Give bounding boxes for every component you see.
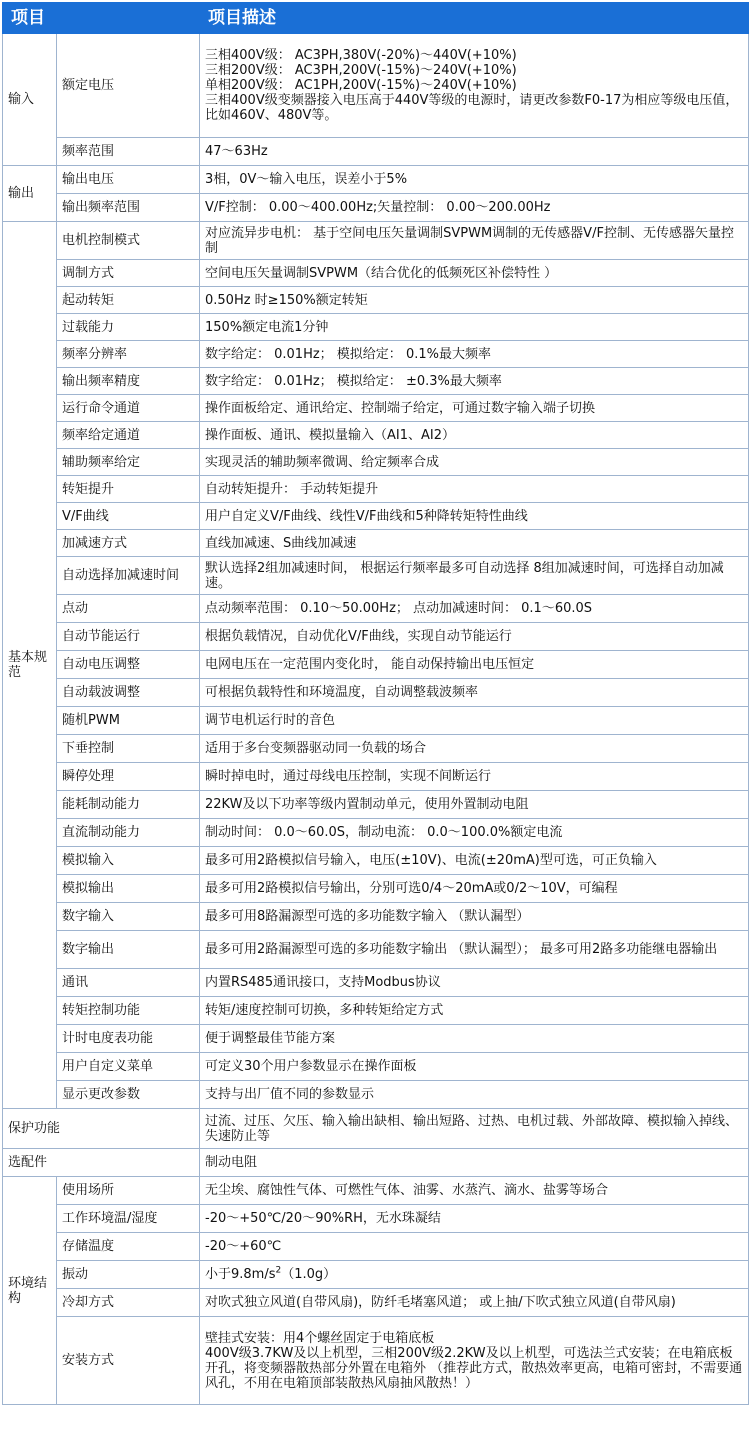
table-row [3, 707, 749, 735]
table-row [3, 903, 749, 931]
item-name: 数字输入 [57, 903, 200, 931]
item-name: 自动节能运行 [57, 623, 200, 651]
table-row [3, 623, 749, 651]
mounting-line-1: 壁挂式安装：用4个螺丝固定于电箱底板 [205, 1330, 435, 1346]
table-row [3, 530, 749, 557]
item-desc: 数字给定： 0.01Hz； 模拟给定： 0.1%最大频率 [200, 341, 749, 368]
item-name: 自动载波调整 [57, 679, 200, 707]
table-row [3, 503, 749, 530]
item-name: 加减速方式 [57, 530, 200, 557]
table-row [3, 819, 749, 847]
desc-output-freq-range: V/F控制： 0.00～400.00Hz;矢量控制： 0.00～200.00Hz [200, 194, 749, 222]
table-row [3, 791, 749, 819]
item-name: 辅助频率给定 [57, 449, 200, 476]
table-row [3, 395, 749, 422]
table-row [3, 651, 749, 679]
item-name: 瞬停处理 [57, 763, 200, 791]
item-desc: 自动转矩提升： 手动转矩提升 [200, 476, 749, 503]
item-desc: 最多可用2路模拟信号输出，分别可选0/4～20mA或0/2～10V，可编程 [200, 875, 749, 903]
desc-rated-voltage [200, 34, 749, 138]
item-desc: 可根据负载特性和环境温度，自动调整载波频率 [200, 679, 749, 707]
item-desc: 对应流异步电机： 基于空间电压矢量调制SVPWM调制的无传感器V/F控制、无传感器矢量控制 [200, 222, 749, 260]
table-row [3, 222, 749, 260]
item-desc: 适用于多台变频器驱动同一负载的场合 [200, 735, 749, 763]
item-name: 点动 [57, 595, 200, 623]
item-desc: 默认选择2组加减速时间， 根据运行频率最多可自动选择 8组加减速时间，可选择自动加减速。 [200, 557, 749, 595]
item-name: 转矩提升 [57, 476, 200, 503]
desc-storage: -20～+60℃ [200, 1233, 749, 1261]
table-row [3, 1025, 749, 1053]
item-desc: 操作面板给定、通讯给定、控制端子给定，可通过数字输入端子切换 [200, 395, 749, 422]
item-desc: 操作面板、通讯、模拟量输入（AI1、AI2） [200, 422, 749, 449]
item-desc: 直线加减速、S曲线加减速 [200, 530, 749, 557]
item-desc: 22KW及以下功率等级内置制动单元，使用外置制动电阻 [200, 791, 749, 819]
table-row [3, 34, 749, 138]
table-row [3, 1177, 749, 1205]
rated-voltage-line: 三相400V级： AC3PH,380V(-20%)～440V(+10%) [205, 48, 517, 63]
item-name: 用户自定义菜单 [57, 1053, 200, 1081]
item-name: 随机PWM [57, 707, 200, 735]
item-name: 模拟输入 [57, 847, 200, 875]
item-name: V/F曲线 [57, 503, 200, 530]
table-row [3, 1317, 749, 1405]
table-row [3, 1081, 749, 1109]
table-row [3, 847, 749, 875]
rated-voltage-line: 单相200V级： AC1PH,200V(-15%)～240V(+10%) [205, 78, 517, 93]
category-protection: 保护功能 [3, 1109, 200, 1149]
item-desc: 支持与出厂值不同的参数显示 [200, 1081, 749, 1109]
table-row [3, 931, 749, 969]
item-name: 调制方式 [57, 260, 200, 287]
header-description: 项目描述 [200, 3, 749, 34]
item-name: 能耗制动能力 [57, 791, 200, 819]
item-desc: 可定义30个用户参数显示在操作面板 [200, 1053, 749, 1081]
table-row [3, 1149, 749, 1177]
item-desc: 内置RS485通讯接口，支持Modbus协议 [200, 969, 749, 997]
item-desc: 电网电压在一定范围内变化时， 能自动保持输出电压恒定 [200, 651, 749, 679]
vibration-value: 小于9.8m/s [205, 1267, 276, 1282]
table-row [3, 166, 749, 194]
mounting-line-2: 400V级3.7KW及以上机型，三相200V级2.2KW及以上机型，可选法兰式安装；在电箱底板开孔，将变频器散热部分外置在电箱外 （推荐此方式，散热效率更高，电箱可密封，不需要通风孔，不用在电箱顶部装散热风扇抽风散热！） [205, 1345, 743, 1391]
desc-output-voltage: 3相，0V～输入电压，误差小于5% [200, 166, 749, 194]
item-name: 自动电压调整 [57, 651, 200, 679]
header-item: 项目 [3, 3, 200, 34]
item-name: 模拟输出 [57, 875, 200, 903]
category-environment: 环境结构 [3, 1177, 57, 1405]
item-output-freq-range: 输出频率范围 [57, 194, 200, 222]
rated-voltage-note: 三相400V级变频器接入电压高于440V等级的电源时，请更改参数F0-17为相应等级电压值，比如460V、480V等。 [205, 93, 739, 123]
item-desc: 点动频率范围： 0.10～50.00Hz； 点动加减速时间： 0.1～60.0S [200, 595, 749, 623]
table-row [3, 997, 749, 1025]
spec-table [2, 2, 749, 1405]
vibration-g: （1.0g） [281, 1267, 337, 1282]
table-header-row [3, 3, 749, 34]
item-freq-range: 频率范围 [57, 138, 200, 166]
item-name: 下垂控制 [57, 735, 200, 763]
category-input: 输入 [3, 34, 57, 166]
table-row [3, 449, 749, 476]
table-row [3, 1053, 749, 1081]
item-desc: 根据负载情况，自动优化V/F曲线，实现自动节能运行 [200, 623, 749, 651]
item-desc: 实现灵活的辅助频率微调、给定频率合成 [200, 449, 749, 476]
desc-temp-humidity: -20～+50℃/20～90%RH，无水珠凝结 [200, 1205, 749, 1233]
table-row [3, 314, 749, 341]
item-desc: 制动时间： 0.0～60.0S，制动电流： 0.0～100.0%额定电流 [200, 819, 749, 847]
table-row [3, 557, 749, 595]
item-name: 自动选择加减速时间 [57, 557, 200, 595]
item-desc: 瞬时掉电时，通过母线电压控制，实现不间断运行 [200, 763, 749, 791]
item-name: 电机控制模式 [57, 222, 200, 260]
item-desc: 150%额定电流1分钟 [200, 314, 749, 341]
table-row [3, 341, 749, 368]
item-name: 直流制动能力 [57, 819, 200, 847]
item-cooling: 冷却方式 [57, 1289, 200, 1317]
item-storage: 存储温度 [57, 1233, 200, 1261]
item-usage: 使用场所 [57, 1177, 200, 1205]
desc-options: 制动电阻 [200, 1149, 749, 1177]
item-name: 运行命令通道 [57, 395, 200, 422]
rated-voltage-line: 三相200V级： AC3PH,200V(-15%)～240V(+10%) [205, 63, 517, 78]
item-vibration: 振动 [57, 1261, 200, 1289]
item-name: 频率给定通道 [57, 422, 200, 449]
item-desc: 最多可用2路漏源型可选的多功能数字输出 （默认漏型）； 最多可用2路多功能继电器输出 [200, 931, 749, 969]
desc-usage: 无尘埃、腐蚀性气体、可燃性气体、油雾、水蒸汽、滴水、盐雾等场合 [200, 1177, 749, 1205]
item-name: 过载能力 [57, 314, 200, 341]
item-name: 频率分辨率 [57, 341, 200, 368]
table-row [3, 679, 749, 707]
analog-input-text: 最多可用2路模拟信号输入，电压(±10V)、电流(±20mA)型可选，可正负输入 [205, 853, 657, 868]
item-desc: 便于调整最佳节能方案 [200, 1025, 749, 1053]
table-row [3, 1205, 749, 1233]
item-desc: 数字给定： 0.01Hz； 模拟给定： ±0.3%最大频率 [200, 368, 749, 395]
item-desc [200, 847, 749, 875]
desc-freq-range: 47～63Hz [200, 138, 749, 166]
category-options: 选配件 [3, 1149, 200, 1177]
desc-vibration [200, 1261, 749, 1289]
item-name: 显示更改参数 [57, 1081, 200, 1109]
item-desc: 转矩/速度控制可切换，多种转矩给定方式 [200, 997, 749, 1025]
item-rated-voltage: 额定电压 [57, 34, 200, 138]
item-desc: 调节电机运行时的音色 [200, 707, 749, 735]
desc-mounting [200, 1317, 749, 1405]
table-row [3, 595, 749, 623]
item-name: 转矩控制功能 [57, 997, 200, 1025]
table-row [3, 476, 749, 503]
table-row [3, 763, 749, 791]
item-name: 起动转矩 [57, 287, 200, 314]
item-mounting: 安装方式 [57, 1317, 200, 1405]
table-row [3, 138, 749, 166]
item-name: 输出频率精度 [57, 368, 200, 395]
desc-cooling: 对吹式独立风道(自带风扇)，防纤毛堵塞风道； 或上抽/下吹式独立风道(自带风扇) [200, 1289, 749, 1317]
item-output-voltage: 输出电压 [57, 166, 200, 194]
vibration-exponent: 2 [275, 1265, 282, 1276]
item-name: 通讯 [57, 969, 200, 997]
table-row [3, 969, 749, 997]
table-row [3, 368, 749, 395]
table-row [3, 422, 749, 449]
item-name: 数字输出 [57, 931, 200, 969]
table-row [3, 1261, 749, 1289]
table-row [3, 260, 749, 287]
table-row [3, 1109, 749, 1149]
table-row [3, 194, 749, 222]
table-row [3, 287, 749, 314]
item-desc: 空间电压矢量调制SVPWM（结合优化的低频死区补偿特性 ） [200, 260, 749, 287]
item-desc: 0.50Hz 时≥150%额定转矩 [200, 287, 749, 314]
table-row [3, 875, 749, 903]
table-row [3, 1233, 749, 1261]
category-output: 输出 [3, 166, 57, 222]
desc-protection: 过流、过压、欠压、输入输出缺相、输出短路、过热、电机过载、外部故障、模拟输入掉线、失速防止等 [200, 1109, 749, 1149]
item-desc: 最多可用8路漏源型可选的多功能数字输入 （默认漏型） [200, 903, 749, 931]
table-row [3, 735, 749, 763]
item-desc: 用户自定义V/F曲线、线性V/F曲线和5种降转矩特性曲线 [200, 503, 749, 530]
table-row [3, 1289, 749, 1317]
category-basic: 基本规范 [3, 222, 57, 1109]
item-name: 计时电度表功能 [57, 1025, 200, 1053]
item-temp-humidity: 工作环境温/湿度 [57, 1205, 200, 1233]
